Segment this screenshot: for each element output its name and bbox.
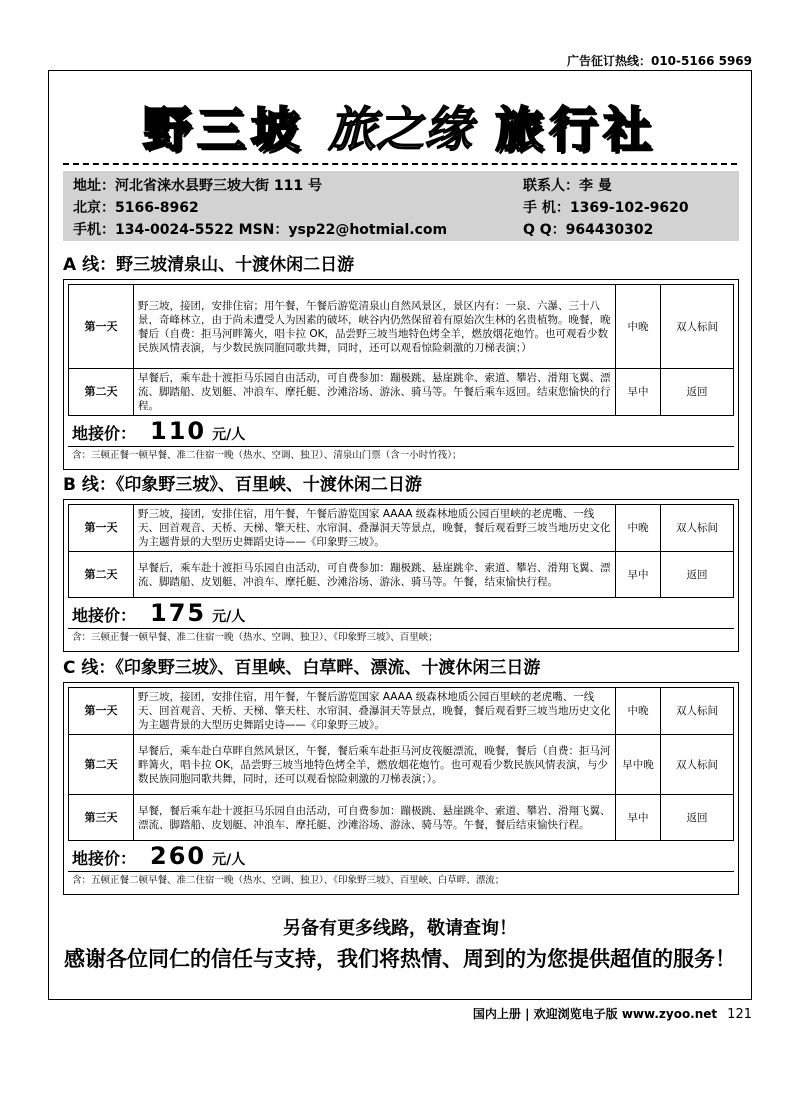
table-row (69, 552, 734, 598)
day-label: 第三天 (69, 795, 134, 841)
mobile-msn: 手机：134-0024-5522 MSN：ysp22@hotmial.com (73, 222, 448, 238)
price-value: 110 (150, 417, 207, 445)
day-meals: 中晚 (616, 688, 661, 735)
ad-hotline: 广告征订热线：010-5166 5969 (566, 54, 752, 68)
price-row (68, 598, 734, 628)
price-includes: 含：三顿正餐一顿早餐、准二住宿一晚（热水、空调、独卫）、清泉山门票（含一小时竹筏）； (68, 446, 734, 465)
day-meals: 早中晚 (616, 735, 661, 795)
title-left: 野三坡 (142, 102, 305, 158)
day-label: 第一天 (69, 285, 134, 369)
route-title: C 线：《印象野三坡》、百里峡、白草畔、漂流、十渡休闲三日游 (63, 658, 541, 678)
qq-number: Q Q：964430302 (523, 222, 654, 238)
table-row (69, 369, 734, 416)
price-value: 260 (150, 842, 207, 870)
day-label: 第二天 (69, 369, 134, 416)
route-title: A 线：野三坡清泉山、十渡休闲二日游 (63, 255, 355, 275)
address: 地址：河北省涞水县野三坡大街 111 号 (73, 178, 322, 194)
route-title: B 线：《印象野三坡》、百里峡、十渡休闲二日游 (63, 475, 422, 495)
itinerary-table (68, 284, 734, 416)
dashed-divider (63, 163, 737, 165)
route-box (63, 279, 739, 470)
price-row (68, 841, 734, 871)
price-unit: 元/人 (212, 609, 246, 625)
day-lodging: 双人标间 (661, 285, 734, 369)
price-unit: 元/人 (212, 852, 246, 868)
page-footer (473, 1005, 752, 1022)
page-number: 121 (727, 1007, 752, 1022)
day-lodging: 返回 (661, 795, 734, 841)
table-row (69, 688, 734, 735)
day-lodging: 返回 (661, 552, 734, 598)
table-row (69, 735, 734, 795)
day-label: 第一天 (69, 505, 134, 552)
day-description: 早餐后，乘车赴十渡拒马乐园自由活动，可自费参加：蹦极跳、悬崖跳伞、索道、攀岩、滑翔飞翼、漂流、脚踏船、皮划艇、冲浪车、摩托艇、沙滩浴场、游泳、骑马等。午餐后乘车返回。结束您愉快的行程。 (134, 369, 616, 416)
day-description: 野三坡，接团，安排住宿；用午餐，午餐后游览清泉山自然风景区，景区内有：一泉、六瀑、三十八景，奇峰林立，由于尚未遭受人为因素的破坏，峡谷内仍然保留着有原始次生林的名贵植物。晚餐，晚餐后（自费：拒马河畔篝火，唱卡拉 OK，品尝野三坡当地特色烤全羊，燃放烟花炮竹。也可观看少数民族风情表演，与少数民族同胞同歌共舞，同时，还可以观看惊险刺激的刀梯表演；） (134, 285, 616, 369)
route-a (63, 251, 739, 470)
day-lodging: 双人标间 (661, 688, 734, 735)
info-row-3 (73, 219, 729, 241)
day-meals: 中晚 (616, 505, 661, 552)
day-description: 早餐，餐后乘车赴十渡拒马乐园自由活动，可自费参加：蹦极跳、悬崖跳伞、索道、攀岩、滑翔飞翼、漂流、脚踏船、皮划艇、冲浪车、摩托艇、沙滩浴场、游泳、骑马等。午餐，餐后结束愉快行程。 (134, 795, 616, 841)
day-meals: 早中 (616, 369, 661, 416)
day-label: 第二天 (69, 735, 134, 795)
day-lodging: 双人标间 (661, 505, 734, 552)
more-routes-note: 另备有更多线路，敬请查询！ (283, 918, 517, 939)
table-row (69, 795, 734, 841)
day-meals: 中晚 (616, 285, 661, 369)
info-row-1 (73, 175, 729, 197)
price-label: 地接价： (72, 849, 137, 868)
price-includes: 含：三顿正餐一顿早餐、准二住宿一晚（热水、空调、独卫）、《印象野三坡》、百里峡； (68, 628, 734, 647)
contact-phone: 手 机：1369-102-9620 (523, 200, 689, 216)
itinerary-table (68, 504, 734, 598)
ad-frame (48, 70, 752, 1000)
agency-title (49, 91, 751, 160)
day-description: 野三坡，接团，安排住宿，用午餐，午餐后游览国家 AAAA 级森林地质公园百里峡的老虎嘴、一线天、回首观音、天桥、天梯、擎天柱、水帘洞、叠瀑洞天等景点，晚餐，餐后观看野三坡当地历史文化为主题背景的大型历史舞蹈史诗——《印象野三坡》。 (134, 505, 616, 552)
beijing-phone: 北京：5166-8962 (73, 200, 199, 216)
title-script-logo: 旅之缘 (327, 102, 472, 158)
day-description: 早餐后，乘车赴十渡拒马乐园自由活动，可自费参加：蹦极跳、悬崖跳伞、索道、攀岩、滑翔飞翼、漂流、脚踏船、皮划艇、冲浪车、摩托艇、沙滩浴场、游泳、骑马等。午餐，结束愉快行程。 (134, 552, 616, 598)
price-unit: 元/人 (212, 427, 246, 443)
contact-info-box (63, 171, 739, 241)
price-label: 地接价： (72, 606, 137, 625)
footer-text: 国内上册 | 欢迎浏览电子版 www.zyoo.net (472, 1007, 718, 1021)
day-description: 早餐后，乘车赴白草畔自然风景区，午餐，餐后乘车赴拒马河皮筏艇漂流，晚餐，餐后（自费：拒马河畔篝火，唱卡拉 OK，品尝野三坡当地特色烤全羊，燃放烟花炮竹。也可观看少数民族风情表演，与少数民族同胞同歌共舞，同时，还可以观看惊险刺激的刀梯表演；）。 (134, 735, 616, 795)
price-label: 地接价： (72, 424, 137, 443)
price-row (68, 416, 734, 446)
contact-person: 联系人：李 曼 (523, 178, 612, 194)
day-label: 第二天 (69, 552, 134, 598)
route-box (63, 499, 739, 652)
thanks-slogan: 感谢各位同仁的信任与支持，我们将热情、周到的为您提供超值的服务！ (64, 947, 736, 971)
route-box (63, 682, 739, 895)
title-right: 旅行社 (495, 102, 658, 158)
table-row (69, 505, 734, 552)
price-includes: 含：五顿正餐二顿早餐、准二住宿一晚（热水、空调、独卫）、《印象野三坡》、百里峡、白草畔、漂流； (68, 871, 734, 890)
table-row (69, 285, 734, 369)
day-description: 野三坡，接团，安排住宿，用午餐，午餐后游览国家 AAAA 级森林地质公园百里峡的老虎嘴、一线天、回首观音、天桥、天梯、擎天柱、水帘洞、叠瀑洞天等景点，晚餐，餐后观看野三坡当地历史文化为主题背景的大型历史舞蹈史诗——《印象野三坡》。 (134, 688, 616, 735)
day-meals: 早中 (616, 552, 661, 598)
day-meals: 早中 (616, 795, 661, 841)
day-lodging: 返回 (661, 369, 734, 416)
price-value: 175 (150, 599, 207, 627)
info-row-2 (73, 197, 729, 219)
day-label: 第一天 (69, 688, 134, 735)
route-b (63, 471, 739, 652)
route-c (63, 654, 739, 895)
itinerary-table (68, 687, 734, 841)
day-lodging: 双人标间 (661, 735, 734, 795)
